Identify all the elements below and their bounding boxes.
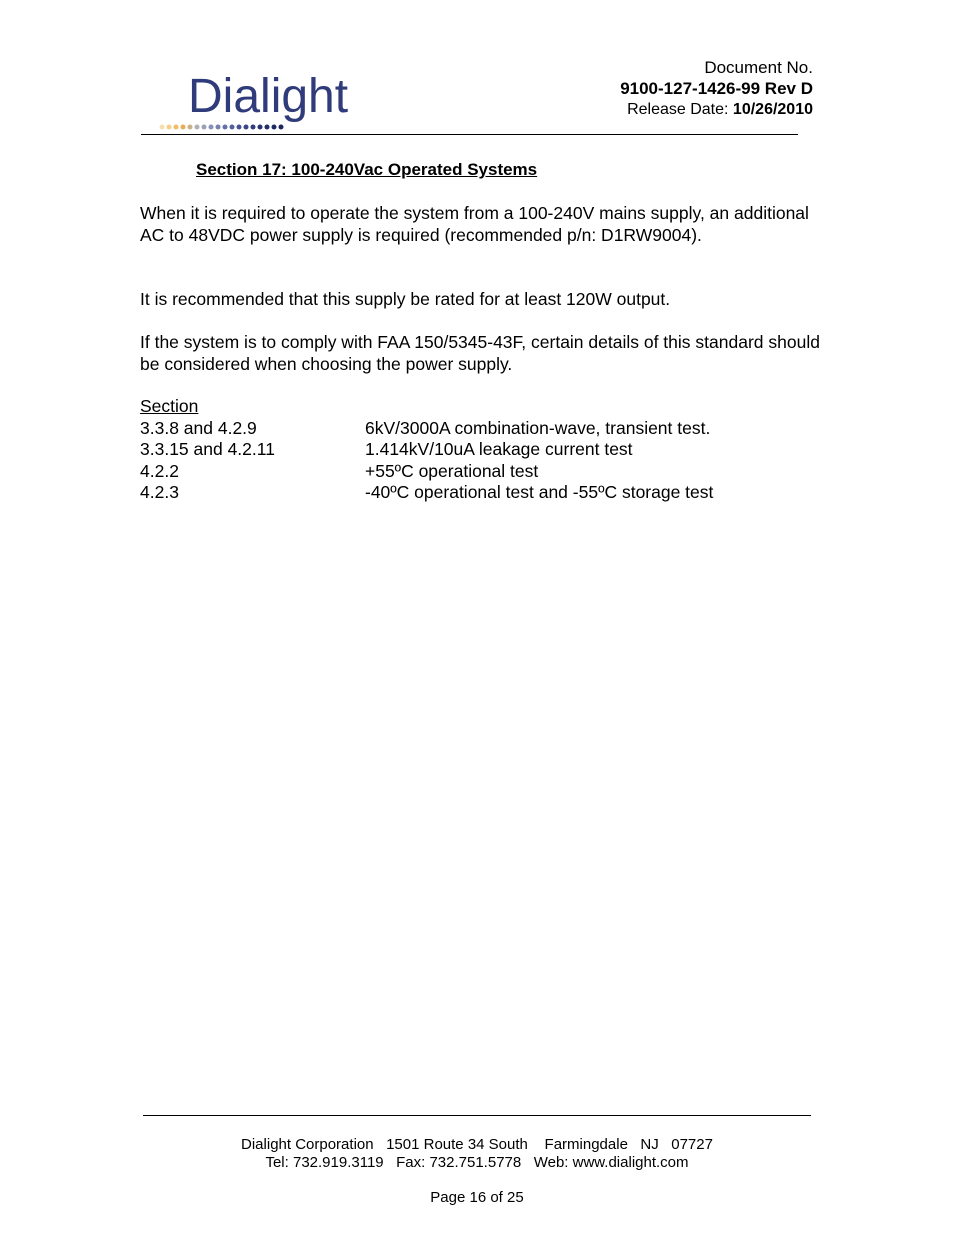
row-ref: 4.2.3	[140, 482, 179, 502]
release-label: Release Date:	[627, 101, 733, 118]
logo-dots	[160, 125, 284, 130]
row-ref: 4.2.2	[140, 461, 179, 481]
page-number: Page 16 of 25	[430, 1189, 524, 1206]
footer-rule	[143, 1115, 811, 1116]
document-info	[620, 57, 813, 120]
doc-number: 9100-127-1426-99 Rev D	[620, 79, 813, 98]
row-desc: 1.414kV/10uA leakage current test	[365, 439, 633, 459]
paragraph-rating: It is recommended that this supply be rated for at least 120W output.	[140, 289, 671, 309]
table-header-section: Section	[140, 396, 199, 416]
logo-text: Dialight	[188, 70, 349, 123]
paragraph-mains-supply: When it is required to operate the system from a 100-240V mains supply, an additional AC to 48VDC power supply is required (recommended p/n: D1RW9004).	[140, 203, 809, 245]
paragraph-faa: If the system is to comply with FAA 150/5345-43F, certain details of this standard should be considered when choosing the power supply.	[140, 332, 820, 374]
release-date: 10/26/2010	[732, 101, 813, 118]
section-title: Section 17: 100-240Vac Operated Systems	[196, 160, 538, 179]
footer-contact: Tel: 732.919.3119 Fax: 732.751.5778 Web: www.dialight.com	[265, 1154, 689, 1171]
footer-address: Dialight Corporation 1501 Route 34 South Farmingdale NJ 07727	[241, 1136, 713, 1153]
row-desc: -40ºC operational test and -55ºC storage test	[365, 482, 714, 502]
row-desc: 6kV/3000A combination-wave, transient test.	[365, 418, 711, 438]
row-desc: +55ºC operational test	[365, 461, 539, 481]
dialight-logo	[158, 70, 388, 134]
release-line	[620, 99, 813, 120]
row-ref: 3.3.15 and 4.2.11	[140, 439, 275, 459]
row-ref: 3.3.8 and 4.2.9	[140, 418, 257, 438]
doc-label: Document No.	[704, 58, 813, 77]
header-rule	[141, 134, 798, 135]
